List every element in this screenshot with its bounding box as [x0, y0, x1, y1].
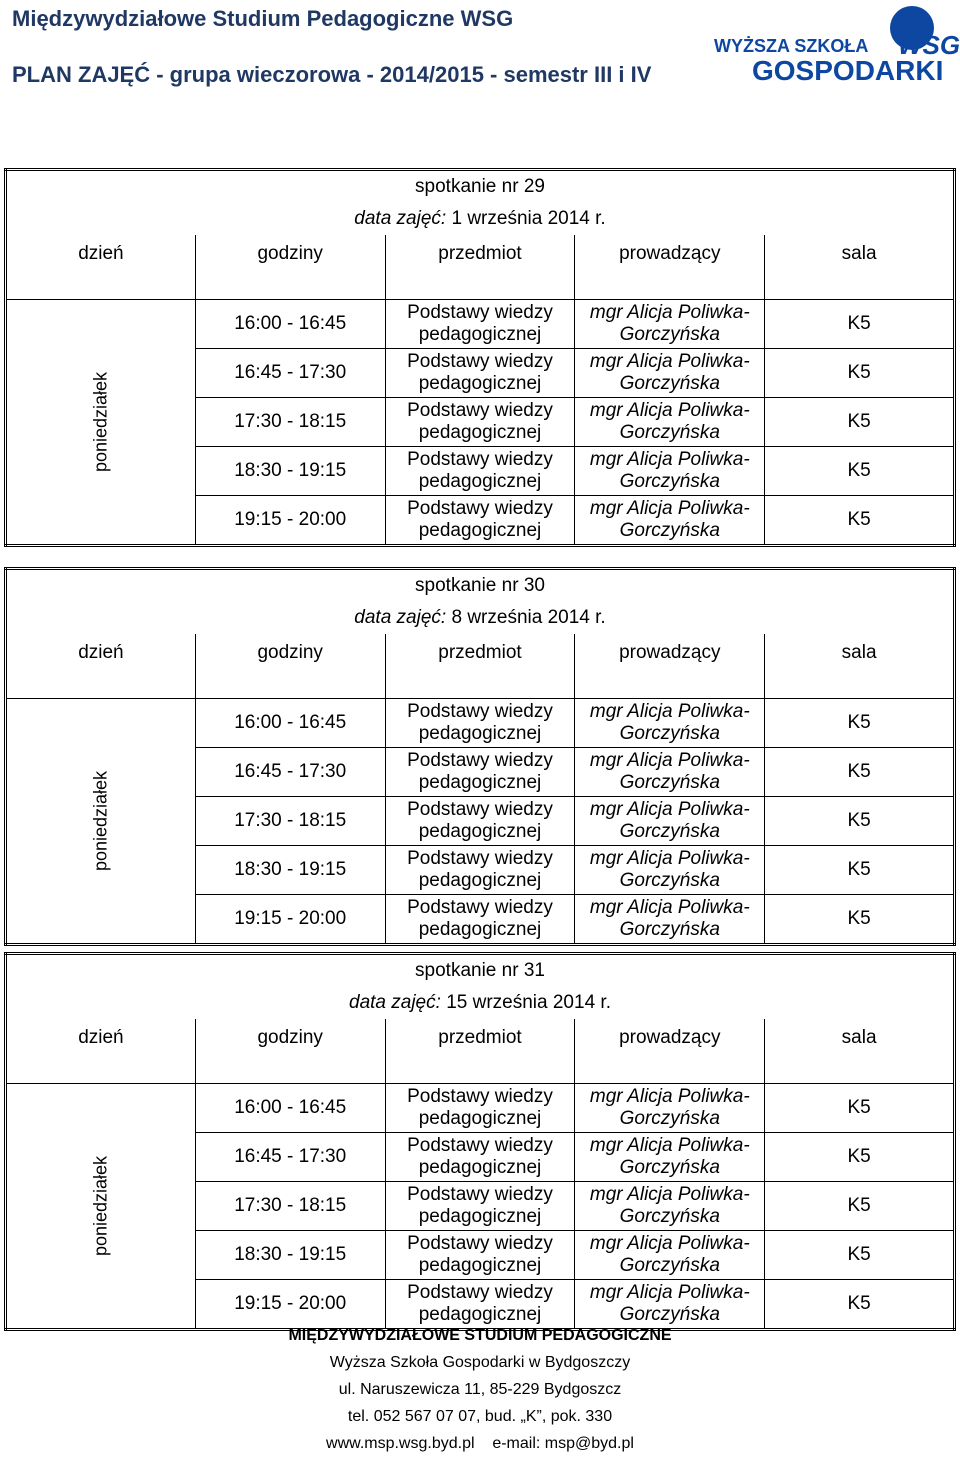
teacher-cell: mgr Alicja Poliwka-Gorczyńska	[575, 398, 765, 447]
teacher-cell: mgr Alicja Poliwka-Gorczyńska	[575, 1182, 765, 1231]
time-cell: 18:30 - 19:15	[195, 1231, 385, 1280]
column-header-teacher: prowadzący	[575, 634, 765, 699]
subject-cell: Podstawy wiedzy pedagogicznej	[385, 349, 575, 398]
meeting-date-row	[6, 203, 955, 235]
column-header-day: dzień	[6, 634, 196, 699]
institution-title: Międzywydziałowe Studium Pedagogiczne WSG	[12, 6, 514, 31]
teacher-cell: mgr Alicja Poliwka-Gorczyńska	[575, 748, 765, 797]
day-cell	[6, 699, 196, 945]
footer-email-link[interactable]: e-mail: msp@byd.pl	[492, 1435, 634, 1452]
column-header-row	[6, 634, 955, 699]
column-header-subject: przedmiot	[385, 634, 575, 699]
meeting-block	[4, 567, 956, 946]
meeting-date: 8 września 2014 r.	[451, 607, 606, 628]
subject-cell: Podstawy wiedzy pedagogicznej	[385, 1133, 575, 1182]
subject-cell: Podstawy wiedzy pedagogicznej	[385, 1280, 575, 1330]
meeting-date-prefix: data zajęć:	[354, 607, 447, 628]
meeting-number: 30	[523, 575, 545, 596]
subject-cell: Podstawy wiedzy pedagogicznej	[385, 895, 575, 945]
teacher-cell: mgr Alicja Poliwka-Gorczyńska	[575, 349, 765, 398]
time-cell: 19:15 - 20:00	[195, 1280, 385, 1330]
room-cell: K5	[765, 699, 955, 748]
subject-cell: Podstawy wiedzy pedagogicznej	[385, 398, 575, 447]
column-header-time: godziny	[195, 1019, 385, 1084]
teacher-cell: mgr Alicja Poliwka-Gorczyńska	[575, 300, 765, 349]
teacher-cell: mgr Alicja Poliwka-Gorczyńska	[575, 447, 765, 496]
teacher-cell: mgr Alicja Poliwka-Gorczyńska	[575, 1231, 765, 1280]
teacher-cell: mgr Alicja Poliwka-Gorczyńska	[575, 496, 765, 546]
footer-line1: MIĘDZYWYDZIAŁOWE STUDIUM PEDAGOGICZNE	[288, 1327, 672, 1344]
room-cell: K5	[765, 1084, 955, 1133]
room-cell: K5	[765, 398, 955, 447]
room-cell: K5	[765, 846, 955, 895]
subject-cell: Podstawy wiedzy pedagogicznej	[385, 1084, 575, 1133]
subject-cell: Podstawy wiedzy pedagogicznej	[385, 846, 575, 895]
room-cell: K5	[765, 349, 955, 398]
day-label: poniedziałek	[90, 371, 111, 473]
teacher-cell: mgr Alicja Poliwka-Gorczyńska	[575, 699, 765, 748]
subject-cell: Podstawy wiedzy pedagogicznej	[385, 699, 575, 748]
column-header-room: sala	[765, 634, 955, 699]
column-header-teacher: prowadzący	[575, 235, 765, 300]
time-cell: 16:00 - 16:45	[195, 300, 385, 349]
room-cell: K5	[765, 300, 955, 349]
logo-text-top: WYŻSZA SZKOŁA	[714, 36, 869, 56]
day-label: poniedziałek	[90, 1155, 111, 1257]
table-row	[6, 300, 955, 349]
column-header-teacher: prowadzący	[575, 1019, 765, 1084]
meeting-title-prefix: spotkanie nr	[415, 960, 519, 981]
column-header-subject: przedmiot	[385, 235, 575, 300]
time-cell: 16:00 - 16:45	[195, 1084, 385, 1133]
time-cell: 16:45 - 17:30	[195, 349, 385, 398]
column-header-row	[6, 1019, 955, 1084]
page-header	[0, 0, 960, 100]
teacher-cell: mgr Alicja Poliwka-Gorczyńska	[575, 797, 765, 846]
subject-cell: Podstawy wiedzy pedagogicznej	[385, 300, 575, 349]
schedule-table	[4, 567, 956, 946]
time-cell: 18:30 - 19:15	[195, 447, 385, 496]
meeting-number: 31	[523, 960, 545, 981]
logo-badge: WSG	[898, 30, 960, 60]
day-label: poniedziałek	[90, 770, 111, 872]
wsg-logo	[712, 2, 960, 88]
teacher-cell: mgr Alicja Poliwka-Gorczyńska	[575, 1280, 765, 1330]
room-cell: K5	[765, 797, 955, 846]
subject-cell: Podstawy wiedzy pedagogicznej	[385, 748, 575, 797]
subject-cell: Podstawy wiedzy pedagogicznej	[385, 496, 575, 546]
footer-line3: ul. Naruszewicza 11, 85-229 Bydgoszcz	[338, 1381, 622, 1398]
room-cell: K5	[765, 748, 955, 797]
subject-cell: Podstawy wiedzy pedagogicznej	[385, 797, 575, 846]
meeting-block	[4, 168, 956, 547]
room-cell: K5	[765, 1231, 955, 1280]
schedule-table	[4, 168, 956, 547]
table-row	[6, 1084, 955, 1133]
footer-line2: Wyższa Szkoła Gospodarki w Bydgoszczy	[329, 1354, 631, 1371]
meeting-title-prefix: spotkanie nr	[415, 176, 519, 197]
meeting-title-row	[6, 954, 955, 988]
time-cell: 17:30 - 18:15	[195, 797, 385, 846]
meeting-date-prefix: data zajęć:	[354, 208, 447, 229]
meeting-date-row	[6, 987, 955, 1019]
day-cell	[6, 1084, 196, 1330]
page-footer	[0, 1322, 960, 1457]
time-cell: 19:15 - 20:00	[195, 496, 385, 546]
room-cell: K5	[765, 1182, 955, 1231]
subject-cell: Podstawy wiedzy pedagogicznej	[385, 447, 575, 496]
time-cell: 16:00 - 16:45	[195, 699, 385, 748]
column-header-row	[6, 235, 955, 300]
time-cell: 16:45 - 17:30	[195, 1133, 385, 1182]
footer-line4: tel. 052 567 07 07, bud. „K”, pok. 330	[347, 1408, 613, 1425]
meeting-title-row	[6, 170, 955, 204]
room-cell: K5	[765, 1133, 955, 1182]
column-header-room: sala	[765, 235, 955, 300]
teacher-cell: mgr Alicja Poliwka-Gorczyńska	[575, 1084, 765, 1133]
time-cell: 17:30 - 18:15	[195, 1182, 385, 1231]
footer-contact	[0, 1430, 960, 1457]
meeting-title-prefix: spotkanie nr	[415, 575, 519, 596]
plan-title: PLAN ZAJĘĆ - grupa wieczorowa - 2014/2015 - semestr III i IV	[12, 62, 652, 87]
column-header-room: sala	[765, 1019, 955, 1084]
meeting-title-row	[6, 569, 955, 603]
teacher-cell: mgr Alicja Poliwka-Gorczyńska	[575, 895, 765, 945]
column-header-time: godziny	[195, 235, 385, 300]
schedule-table	[4, 952, 956, 1331]
meeting-number: 29	[523, 176, 545, 197]
time-cell: 17:30 - 18:15	[195, 398, 385, 447]
footer-website-link[interactable]: www.msp.wsg.byd.pl	[326, 1435, 475, 1452]
column-header-subject: przedmiot	[385, 1019, 575, 1084]
room-cell: K5	[765, 496, 955, 546]
room-cell: K5	[765, 447, 955, 496]
subject-cell: Podstawy wiedzy pedagogicznej	[385, 1182, 575, 1231]
meeting-block	[4, 952, 956, 1331]
time-cell: 16:45 - 17:30	[195, 748, 385, 797]
column-header-day: dzień	[6, 235, 196, 300]
meeting-date-prefix: data zajęć:	[349, 992, 441, 1013]
meeting-date: 1 września 2014 r.	[451, 208, 606, 229]
teacher-cell: mgr Alicja Poliwka-Gorczyńska	[575, 846, 765, 895]
day-cell	[6, 300, 196, 546]
meeting-date: 15 września 2014 r.	[446, 992, 611, 1013]
column-header-day: dzień	[6, 1019, 196, 1084]
meeting-date-row	[6, 602, 955, 634]
column-header-time: godziny	[195, 634, 385, 699]
subject-cell: Podstawy wiedzy pedagogicznej	[385, 1231, 575, 1280]
room-cell: K5	[765, 1280, 955, 1330]
logo-text-bottom: GOSPODARKI	[752, 55, 944, 86]
teacher-cell: mgr Alicja Poliwka-Gorczyńska	[575, 1133, 765, 1182]
time-cell: 18:30 - 19:15	[195, 846, 385, 895]
table-row	[6, 699, 955, 748]
time-cell: 19:15 - 20:00	[195, 895, 385, 945]
room-cell: K5	[765, 895, 955, 945]
